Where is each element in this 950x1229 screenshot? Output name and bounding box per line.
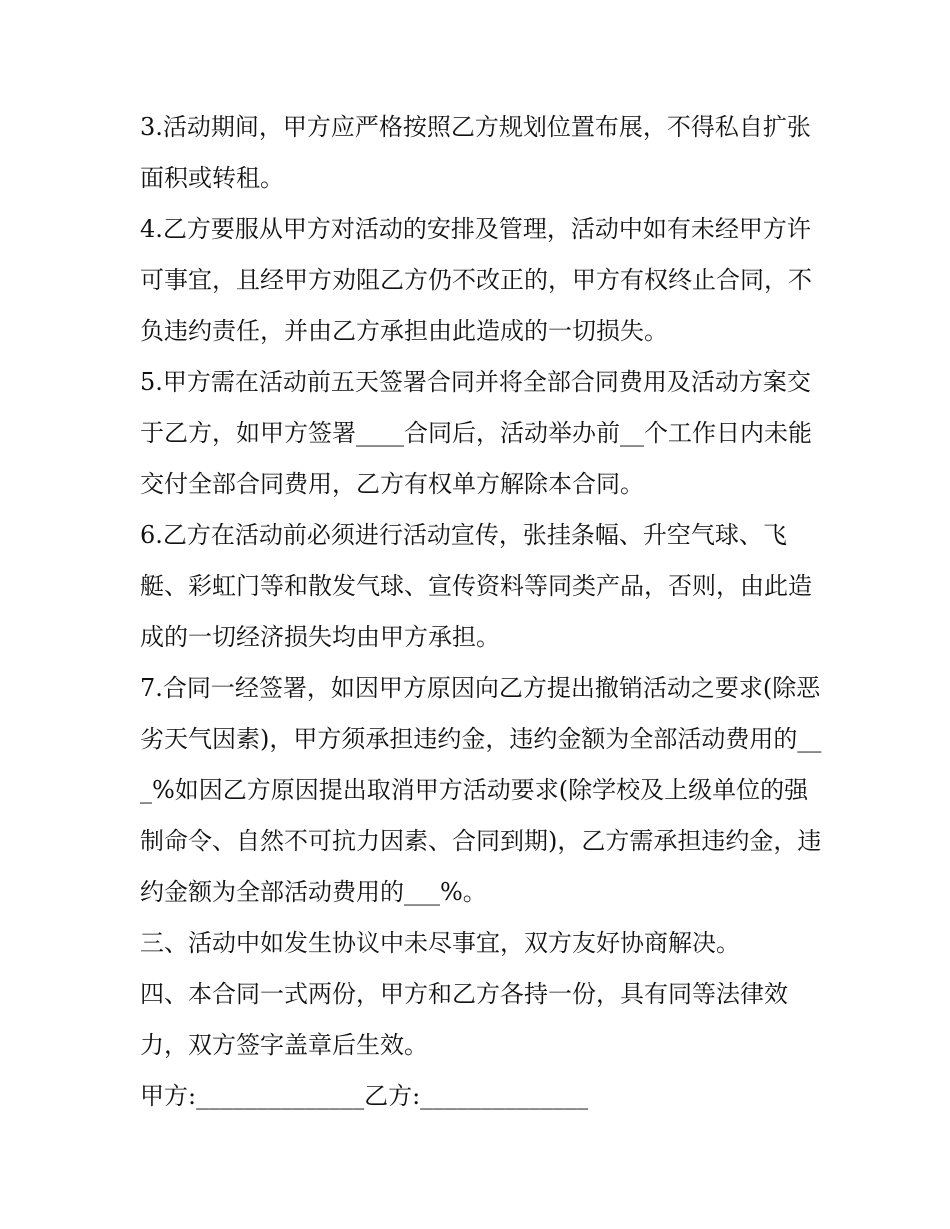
section-three: 三、活动中如发生协议中未尽事宜，双方友好协商解决。 — [140, 929, 740, 957]
document-body — [140, 102, 830, 1122]
clause-5: 5.甲方需在活动前五天签署合同并将全部合同费用及活动方案交于乙方，如甲方签署____合同后，活动举办前__个工作日内未能交付全部合同费用，乙方有权单方解除本合同。 — [140, 368, 812, 498]
section-four: 四、本合同一式两份，甲方和乙方各持一份，具有同等法律效力，双方签字盖章后生效。 — [140, 980, 788, 1059]
clause-7: 7.合同一经签署，如因甲方原因向乙方提出撤销活动之要求(除恶劣天气因素)，甲方须承担违约金，违约金额为全部活动费用的___%如因乙方原因提出取消甲方活动要求(除学校及上级单位的强制命令、自然不可抗力因素、合同到期)，乙方需承担违约金，违约金额为全部活动费用的___%。 — [140, 674, 822, 906]
clause-4: 4.乙方要服从甲方对活动的安排及管理，活动中如有未经甲方许可事宜，且经甲方劝阻乙方仍不改正的，甲方有权终止合同，不负违约责任，并由乙方承担由此造成的一切损失。 — [140, 215, 812, 345]
clause-6: 6.乙方在活动前必须进行活动宣传，张挂条幅、升空气球、飞艇、彩虹门等和散发气球、宣传资料等同类产品，否则，由此造成的一切经济损失均由甲方承担。 — [140, 521, 812, 651]
signature-line: 甲方:______________乙方:______________ — [140, 1082, 589, 1110]
clause-3: 3.活动期间，甲方应严格按照乙方规划位置布展，不得私自扩张面积或转租。 — [140, 113, 811, 192]
